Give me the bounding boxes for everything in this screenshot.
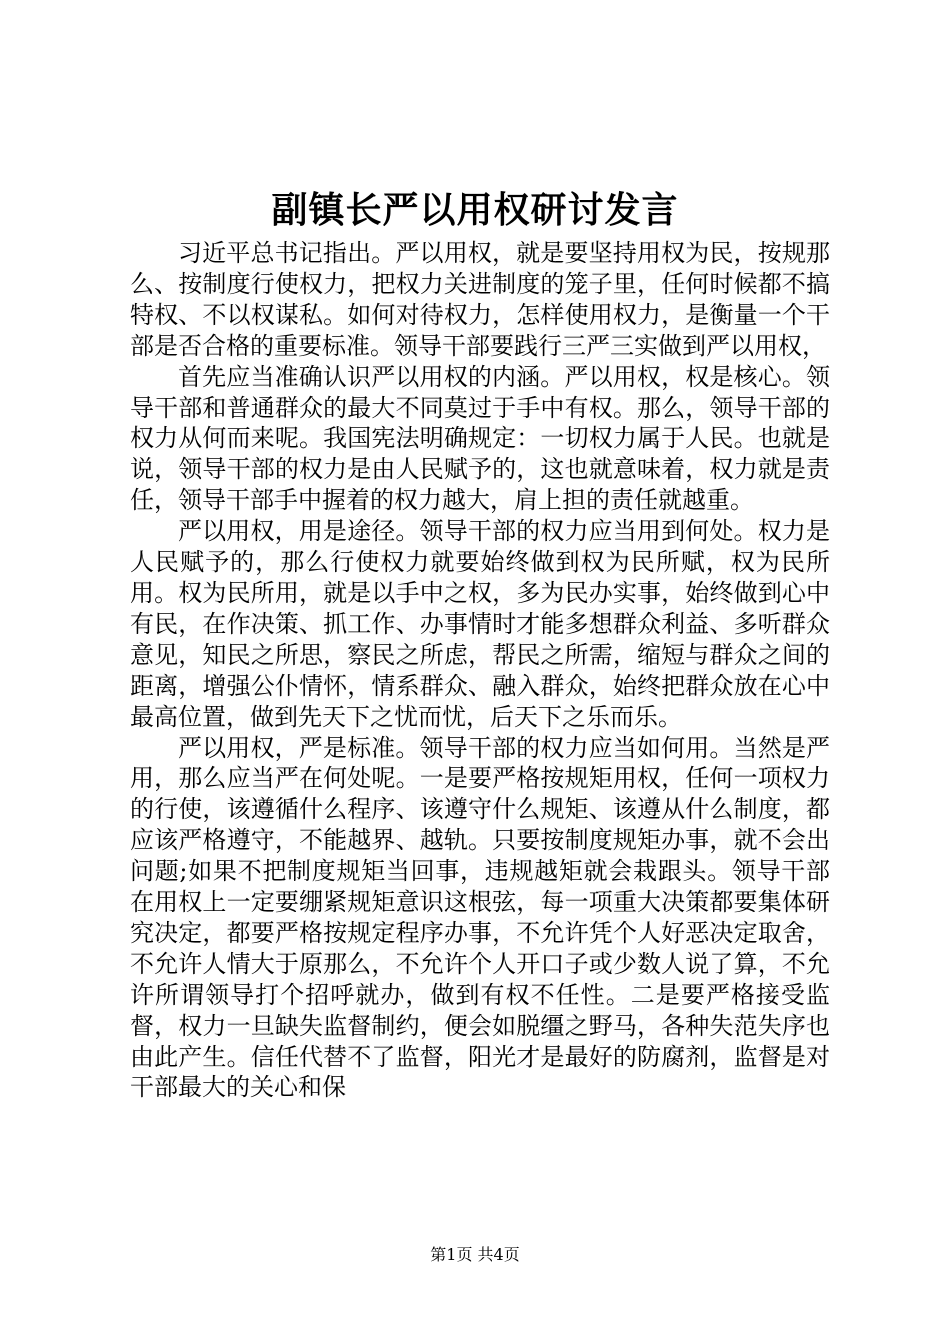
paragraph-3: 严以用权，用是途径。领导干部的权力应当用到何处。权力是人民赋予的，那么行使权力就要始终做到权为民所赋，权为民所用。权为民所用，就是以手中之权，多为民办实事，始终做到心中有民，在作决策、抓工作、办事情时才能多想群众利益、多听群众意见，知民之所思，察民之所虑，帮民之所需，缩短与群众之间的距离，增强公仆情怀，情系群众、融入群众，始终把群众放在心中最高位置，做到先天下之忧而忧，后天下之乐而乐。 [130,517,830,731]
document-title: 副镇长严以用权研讨发言 [271,189,679,231]
document-body [130,238,830,1103]
paragraph-4: 严以用权，严是标准。领导干部的权力应当如何用。当然是严用，那么应当严在何处呢。一是要严格按规矩用权，任何一项权力的行使，该遵循什么程序、该遵守什么规矩、该遵从什么制度，都应该严格遵守，不能越界、越轨。只要按制度规矩办事，就不会出问题;如果不把制度规矩当回事，违规越矩就会栽跟头。领导干部在用权上一定要绷紧规矩意识这根弦，每一项重大决策都要集体研究决定，都要严格按规定程序办事，不允许凭个人好恶决定取舍，不允许人情大于原那么，不允许个人开口子或少数人说了算，不允许所谓领导打个招呼就办，做到有权不任性。二是要严格接受监督，权力一旦缺失监督制约，便会如脱缰之野马，各种失范失序也由此产生。信任代替不了监督，阳光才是最好的防腐剂，监督是对干部最大的关心和保 [130,733,830,1102]
page-footer: 第1页 共4页 [430,1245,520,1264]
paragraph-2: 首先应当准确认识严以用权的内涵。严以用权，权是核心。领导干部和普通群众的最大不同莫过于手中有权。那么，领导干部的权力从何而来呢。我国宪法明确规定：一切权力属于人民。也就是说，领导干部的权力是由人民赋予的，这也就意味着，权力就是责任，领导干部手中握着的权力越大，肩上担的责任就越重。 [130,362,830,515]
paragraph-1: 习近平总书记指出。严以用权，就是要坚持用权为民，按规那么、按制度行使权力，把权力关进制度的笼子里，任何时候都不搞特权、不以权谋私。如何对待权力，怎样使用权力，是衡量一个干部是否合格的重要标准。领导干部要践行三严三实做到严以用权， [130,239,830,360]
